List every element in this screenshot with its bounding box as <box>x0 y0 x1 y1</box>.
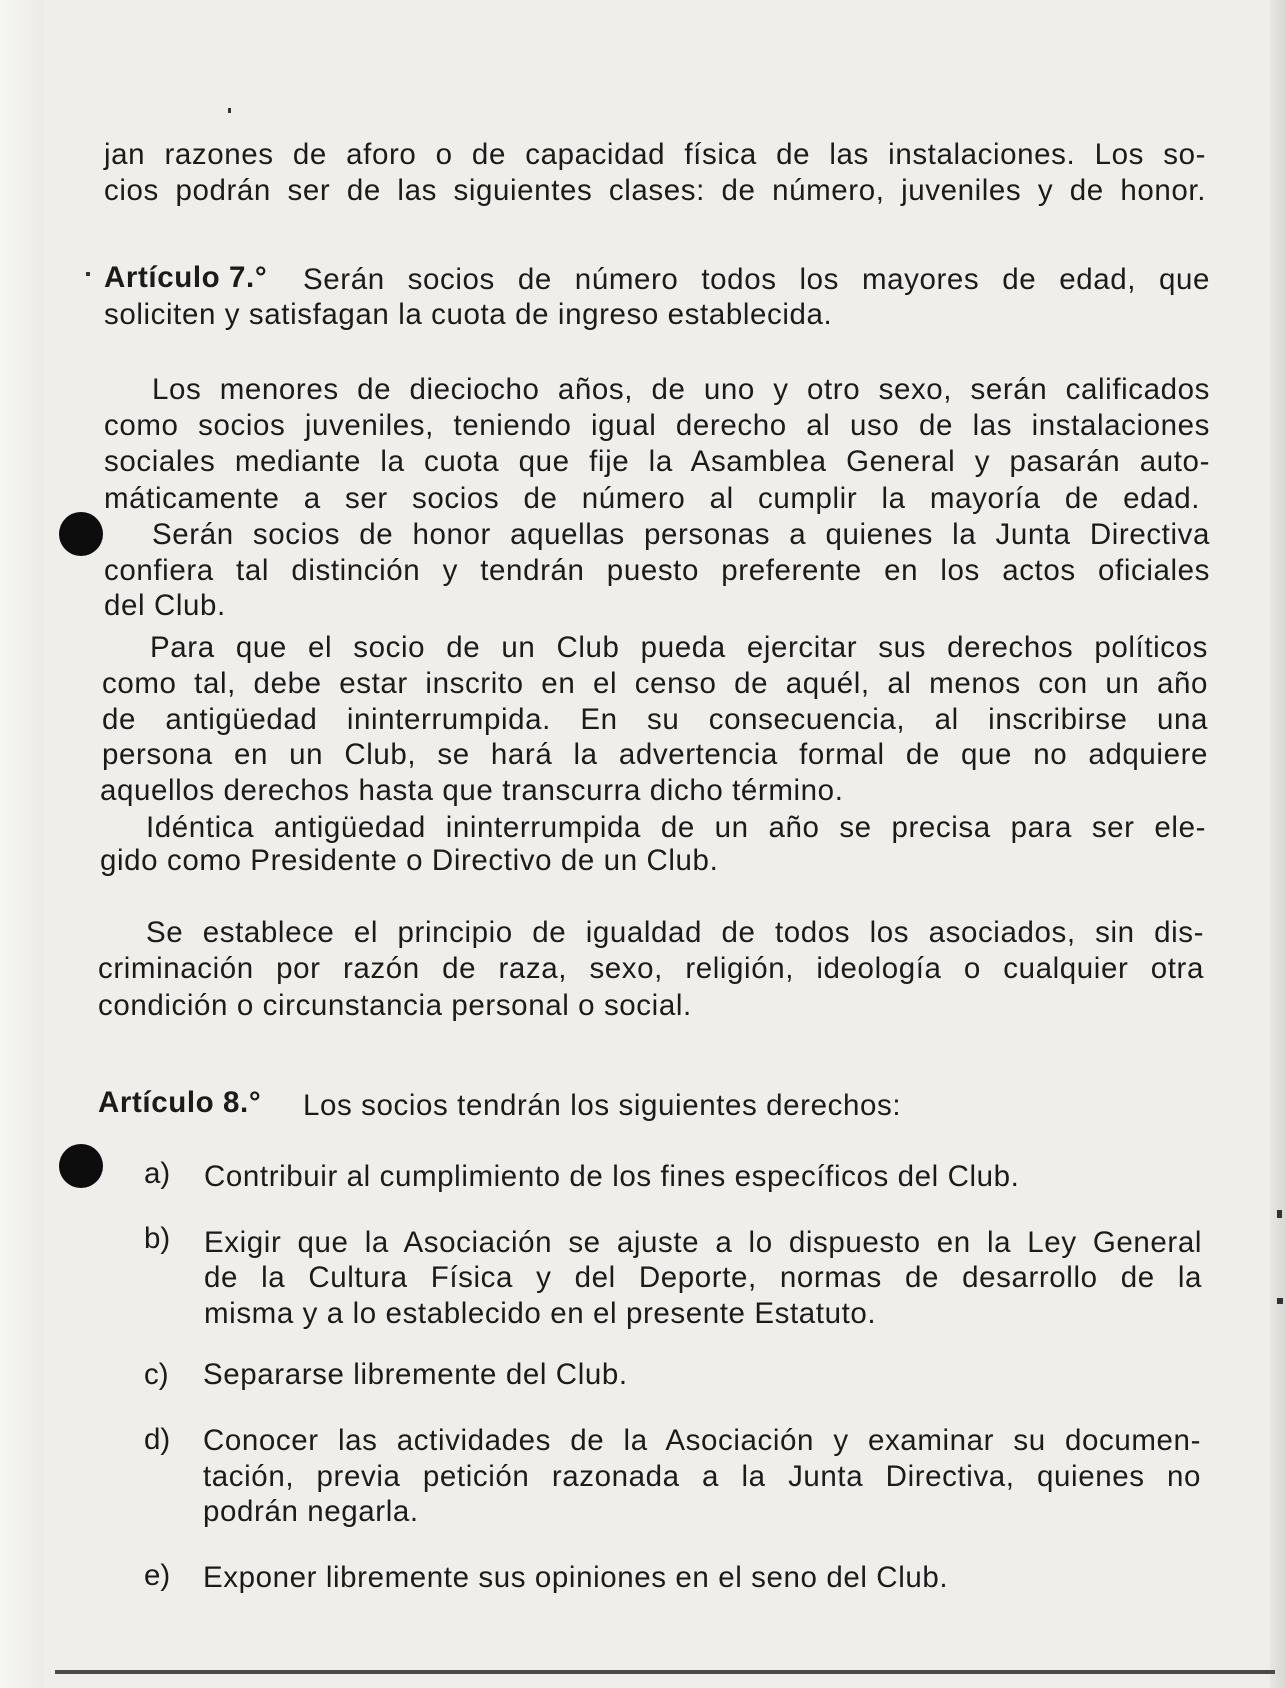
punch-hole-top <box>59 512 103 556</box>
list-item-b-line-2: de la Cultura Física y del Deporte, normas de desarrollo de la <box>204 1261 1202 1294</box>
bottom-rule <box>55 1670 1275 1674</box>
honor-line-3: del Club. <box>104 589 226 622</box>
menores-line-4: máticamente a ser socios de número al cumplir la mayoría de edad. <box>104 482 1200 515</box>
speck <box>86 272 90 276</box>
speck <box>1277 1298 1283 1304</box>
intro-line-2: cios podrán ser de las siguientes clases: de número, juveniles y de honor. <box>104 174 1206 207</box>
derechos-line-4: persona en un Club, se hará la advertencia formal de que no adquiere <box>102 738 1208 771</box>
identica-line-1: Idéntica antigüedad ininterrumpida de un año se precisa para ser ele- <box>146 811 1206 844</box>
derechos-line-1: Para que el socio de un Club pueda ejercitar sus derechos políticos <box>150 631 1208 664</box>
list-item-c-line-1: Separarse libremente del Club. <box>203 1358 628 1391</box>
articulo-8-line-1: Los socios tendrán los siguientes derechos: <box>303 1089 902 1122</box>
speck <box>1277 1210 1282 1218</box>
honor-line-1: Serán socios de honor aquellas personas a quienes la Junta Directiva <box>152 518 1210 551</box>
derechos-line-5: aquellos derechos hasta que transcurra dicho término. <box>100 774 844 807</box>
list-item-marker: c) <box>144 1358 169 1391</box>
derechos-line-3: de antigüedad ininterrumpida. En su consecuencia, al inscribirse una <box>102 703 1208 736</box>
honor-line-2: confiera tal distinción y tendrán puesto preferente en los actos oficiales <box>104 554 1210 587</box>
articulo-7-heading: Artículo 7.° <box>104 261 268 294</box>
list-item-e-line-1: Exponer libremente sus opiniones en el seno del Club. <box>203 1561 949 1594</box>
menores-line-2: como socios juveniles, teniendo igual derecho al uso de las instalaciones <box>104 409 1210 442</box>
list-item-marker: d) <box>144 1423 171 1456</box>
menores-line-1: Los menores de dieciocho años, de uno y otro sexo, serán calificados <box>152 373 1210 406</box>
articulo-7-line-2: soliciten y satisfagan la cuota de ingreso establecida. <box>104 298 833 331</box>
punch-hole-bottom <box>59 1144 103 1188</box>
igualdad-line-1: Se establece el principio de igualdad de todos los asociados, sin dis- <box>146 916 1204 949</box>
igualdad-line-2: criminación por razón de raza, sexo, religión, ideología o cualquier otra <box>98 952 1204 985</box>
list-item-d-line-1: Conocer las actividades de la Asociación y examinar su documen- <box>203 1424 1201 1457</box>
list-item-d-line-3: podrán negarla. <box>203 1495 419 1528</box>
speck <box>228 108 231 113</box>
list-item-marker: e) <box>144 1559 171 1592</box>
list-item-marker: b) <box>144 1222 171 1255</box>
articulo-7-line-1: Serán socios de número todos los mayores de edad, que <box>303 263 1210 296</box>
list-item-a-line-1: Contribuir al cumplimiento de los fines específicos del Club. <box>204 1160 1020 1193</box>
identica-line-2: gido como Presidente o Directivo de un Club. <box>100 844 719 877</box>
igualdad-line-3: condición o circunstancia personal o social. <box>98 989 692 1022</box>
intro-line-1: jan razones de aforo o de capacidad física de las instalaciones. Los so- <box>104 138 1206 171</box>
page-right-edge <box>1270 0 1286 1688</box>
list-item-b-line-1: Exigir que la Asociación se ajuste a lo dispuesto en la Ley General <box>204 1226 1202 1259</box>
page-left-edge <box>0 0 44 1688</box>
list-item-marker: a) <box>144 1157 171 1190</box>
list-item-d-line-2: tación, previa petición razonada a la Junta Directiva, quienes no <box>203 1460 1201 1493</box>
derechos-line-2: como tal, debe estar inscrito en el censo de aquél, al menos con un año <box>102 667 1208 700</box>
list-item-b-line-3: misma y a lo establecido en el presente Estatuto. <box>204 1297 877 1330</box>
articulo-8-heading: Artículo 8.° <box>98 1086 262 1119</box>
menores-line-3: sociales mediante la cuota que fije la Asamblea General y pasarán auto- <box>104 445 1210 478</box>
